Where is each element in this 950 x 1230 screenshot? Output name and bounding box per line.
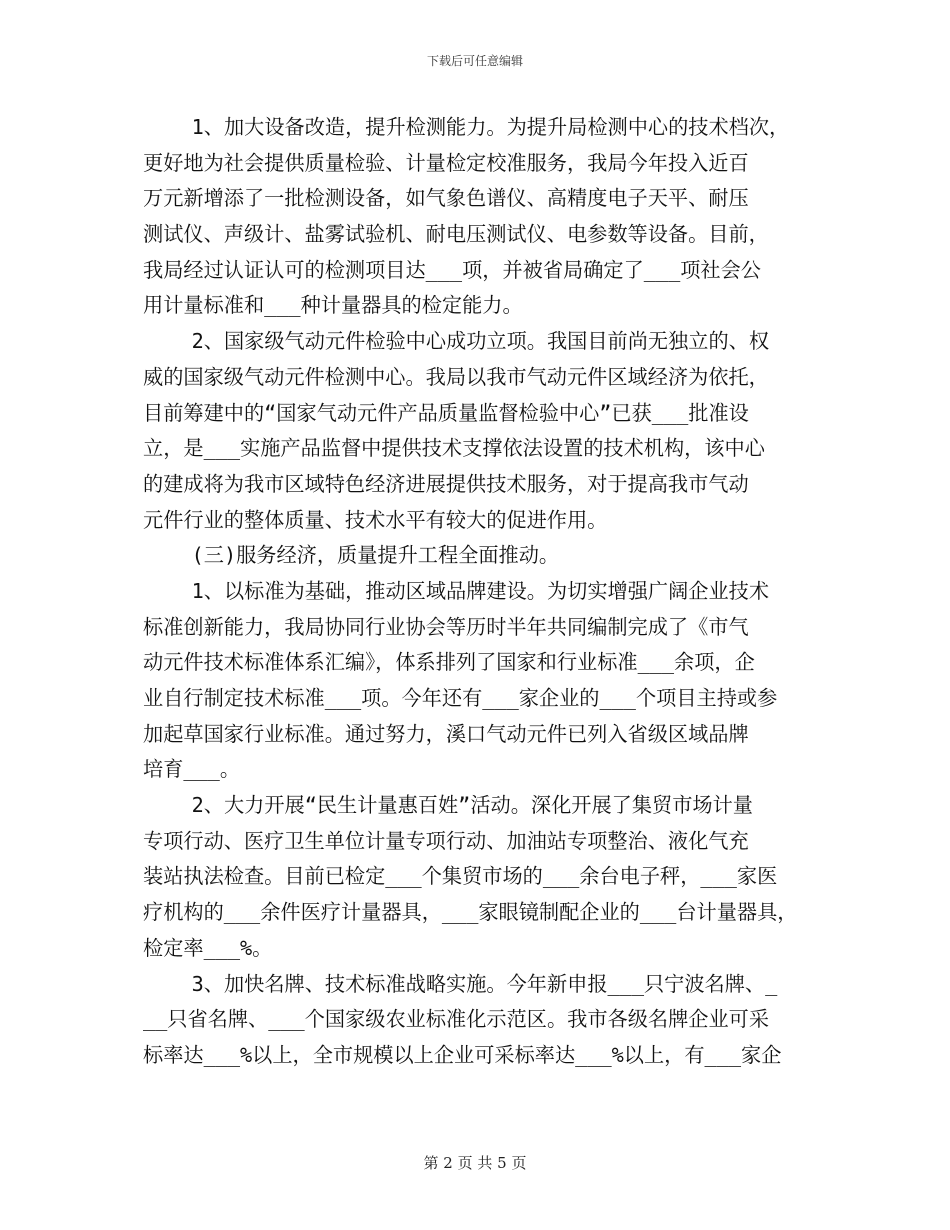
- page-footer: 第 2 页 共 5 页: [423, 1154, 527, 1172]
- text-line: 1、以标准为基础，推动区域品牌建设。为切实增强广阔企业技术: [143, 578, 770, 603]
- text-line: 1、加大设备改造，提升检测能力。为提升局检测中心的技术档次，: [143, 115, 790, 139]
- text-line: (三)服务经济，质量提升工程全面推动。: [143, 543, 560, 568]
- text-line: 疗机构的___余件医疗计量器具，___家眼镜制配企业的___台计量器具，: [143, 900, 798, 925]
- text-line: 标准创新能力，我局协同行业协会等历时半年共同编制完成了《市气: [143, 614, 749, 639]
- text-line: 威的国家级气动元件检测中心。我局以我市气动元件区域经济为依托，: [143, 364, 769, 389]
- text-line: 标率达___%以上，全市规模以上企业可采标率达___%以上，有___家企: [143, 1042, 782, 1067]
- text-line: 目前筹建中的“国家气动元件产品质量监督检验中心”已获___批准设: [143, 400, 749, 425]
- text-line: __只省名牌、___个国家级农业标准化示范区。我市各级名牌企业可采: [143, 1007, 770, 1032]
- text-line: 用计量标准和___种计量器具的检定能力。: [143, 293, 523, 318]
- text-line: 立，是___实施产品监督中提供技术支撑依法设置的技术机构，该中心: [143, 436, 765, 461]
- text-line: 业自行制定技术标准___项。今年还有___家企业的___个项目主持或参: [143, 686, 778, 710]
- text-line: 3、加快名牌、技术标准战略实施。今年新申报___只宁波名牌、_: [143, 971, 778, 996]
- text-line: 加起草国家行业标准。通过努力，溪口气动元件已列入省级区域品牌: [143, 721, 749, 746]
- page-header: 下载后可任意编辑: [426, 54, 523, 68]
- text-line: 装站执法检查。目前已检定___个集贸市场的___余台电子秤，___家医: [143, 864, 778, 889]
- text-line: 我局经过认证认可的检测项目达___项，并被省局确定了___项社会公: [143, 257, 761, 282]
- text-line: 动元件技术标准体系汇编》，体系排列了国家和行业标准___余项，企: [143, 650, 755, 675]
- text-line: 2、国家级气动元件检验中心成功立项。我国目前尚无独立的、权: [143, 329, 770, 354]
- text-line: 的建成将为我市区域特色经济进展提供技术服务，对于提高我市气动: [143, 471, 749, 496]
- text-line: 培育___。: [143, 757, 241, 782]
- text-line: 元件行业的整体质量、技术水平有较大的促进作用。: [143, 507, 608, 532]
- text-line: 检定率___%。: [143, 935, 273, 960]
- text-line: 2、大力开展“民生计量惠百姓”活动。深化开展了集贸市场计量: [143, 793, 753, 818]
- text-line: 更好地为社会提供质量检验、计量检定校准服务，我局今年投入近百: [143, 150, 749, 175]
- text-line: 万元新增添了一批检测设备，如气象色谱仪、高精度电子天平、耐压: [143, 186, 749, 211]
- text-line: 专项行动、医疗卫生单位计量专项行动、加油站专项整治、液化气充: [143, 828, 749, 853]
- text-line: 测试仪、声级计、盐雾试验机、耐电压测试仪、电参数等设备。目前，: [143, 222, 769, 247]
- document-body: [143, 110, 811, 1074]
